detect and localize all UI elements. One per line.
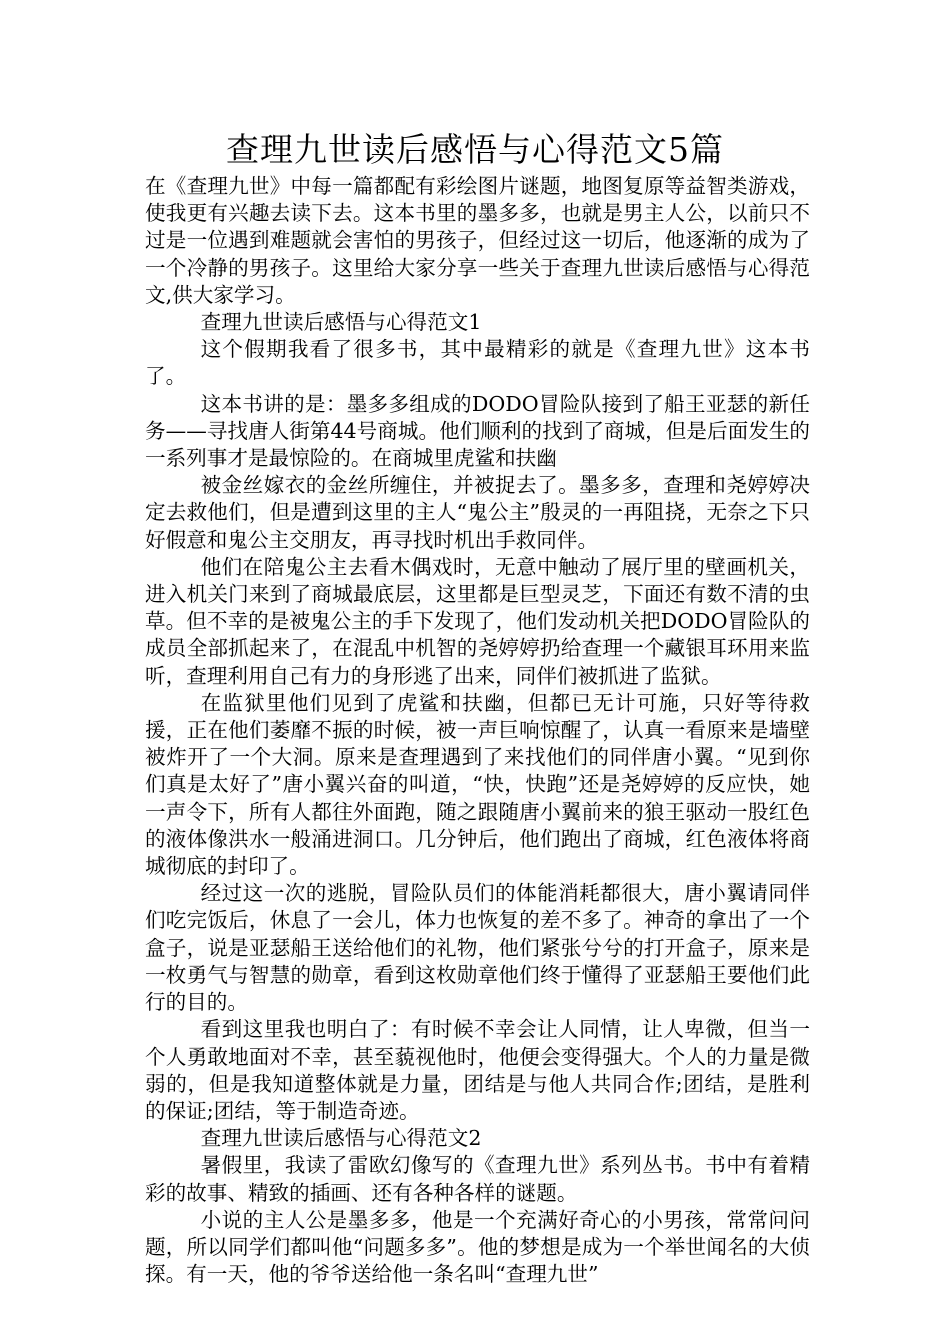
document-title: 查理九世读后感悟与心得范文5篇	[226, 130, 724, 169]
paragraph: 小说的主人公是墨多多，他是一个充满好奇心的小男孩，常常问问题，所以同学们都叫他“问题多多”。他的梦想是成为一个举世闻名的大侦探。有一天，他的爷爷送给他一条名叫“查理九世”	[145, 1207, 810, 1287]
paragraph: 在《查理九世》中每一篇都配有彩绘图片谜题，地图复原等益智类游戏，使我更有兴趣去读下去。这本书里的墨多多，也就是男主人公，以前只不过是一位遇到难题就会害怕的男孩子，但经过这一切后，他逐渐的成为了一个冷静的男孩子。这里给大家分享一些关于查理九世读后感悟与心得范文,供大家学习。	[145, 174, 810, 307]
paragraph: 查理九世读后感悟与心得范文2	[200, 1126, 482, 1151]
paragraph: 看到这里我也明白了：有时候不幸会让人同情，让人卑微，但当一个人勇敢地面对不幸，甚至藐视他时，他便会变得强大。个人的力量是微弱的，但是我知道整体就是力量，团结是与他人共同合作;团结，是胜利的保证;团结，等于制造奇迹。	[145, 1017, 810, 1123]
paragraph: 经过这一次的逃脱，冒险队员们的体能消耗都很大，唐小翼请同伴们吃完饭后，休息了一会儿，体力也恢复的差不多了。神奇的拿出了一个盒子，说是亚瑟船王送给他们的礼物，他们紧张兮兮的打开盒子，原来是一枚勇气与智慧的勋章，看到这枚勋章他们终于懂得了亚瑟船王要他们此行的目的。	[145, 881, 810, 1015]
document-body	[145, 173, 810, 1288]
paragraph: 查理九世读后感悟与心得范文1	[200, 310, 482, 335]
paragraph: 这本书讲的是：墨多多组成的DODO冒险队接到了船王亚瑟的新任务——寻找唐人街第44号商城。他们顺利的找到了商城，但是后面发生的一系列事才是最惊险的。在商城里虎鲨和扶幽	[145, 391, 810, 471]
paragraph: 在监狱里他们见到了虎鲨和扶幽，但都已无计可施，只好等待救援，正在他们萎靡不振的时候，被一声巨响惊醒了，认真一看原来是墙壁被炸开了一个大洞。原来是查理遇到了来找他们的同伴唐小翼。“见到你们真是太好了”唐小翼兴奋的叫道，“快，快跑”还是尧婷婷的反应快，她一声令下，所有人都往外面跑，随之跟随唐小翼前来的狼王驱动一股红色的液体像洪水一般涌进洞口。几分钟后，他们跑出了商城，红色液体将商城彻底的封印了。	[145, 690, 810, 879]
paragraph: 他们在陪鬼公主去看木偶戏时，无意中触动了展厅里的壁画机关，进入机关门来到了商城最底层，这里都是巨型灵芝，下面还有数不清的虫草。但不幸的是被鬼公主的手下发现了，他们发动机关把DODO冒险队的成员全部抓起来了，在混乱中机智的尧婷婷扔给查理一个藏银耳环用来监听，查理利用自己有力的身形逃了出来，同伴们被抓进了监狱。	[145, 554, 810, 688]
paragraph: 被金丝嫁衣的金丝所缠住，并被捉去了。墨多多，查理和尧婷婷决定去救他们，但是遭到这里的主人“鬼公主”殷灵的一再阻挠，无奈之下只好假意和鬼公主交朋友，再寻找时机出手救同伴。	[145, 473, 810, 552]
paragraph: 暑假里，我读了雷欧幻像写的《查理九世》系列丛书。书中有着精彩的故事、精致的插画、还有各种各样的谜题。	[145, 1153, 810, 1205]
paragraph: 这个假期我看了很多书，其中最精彩的就是《查理九世》这本书了。	[145, 337, 810, 389]
